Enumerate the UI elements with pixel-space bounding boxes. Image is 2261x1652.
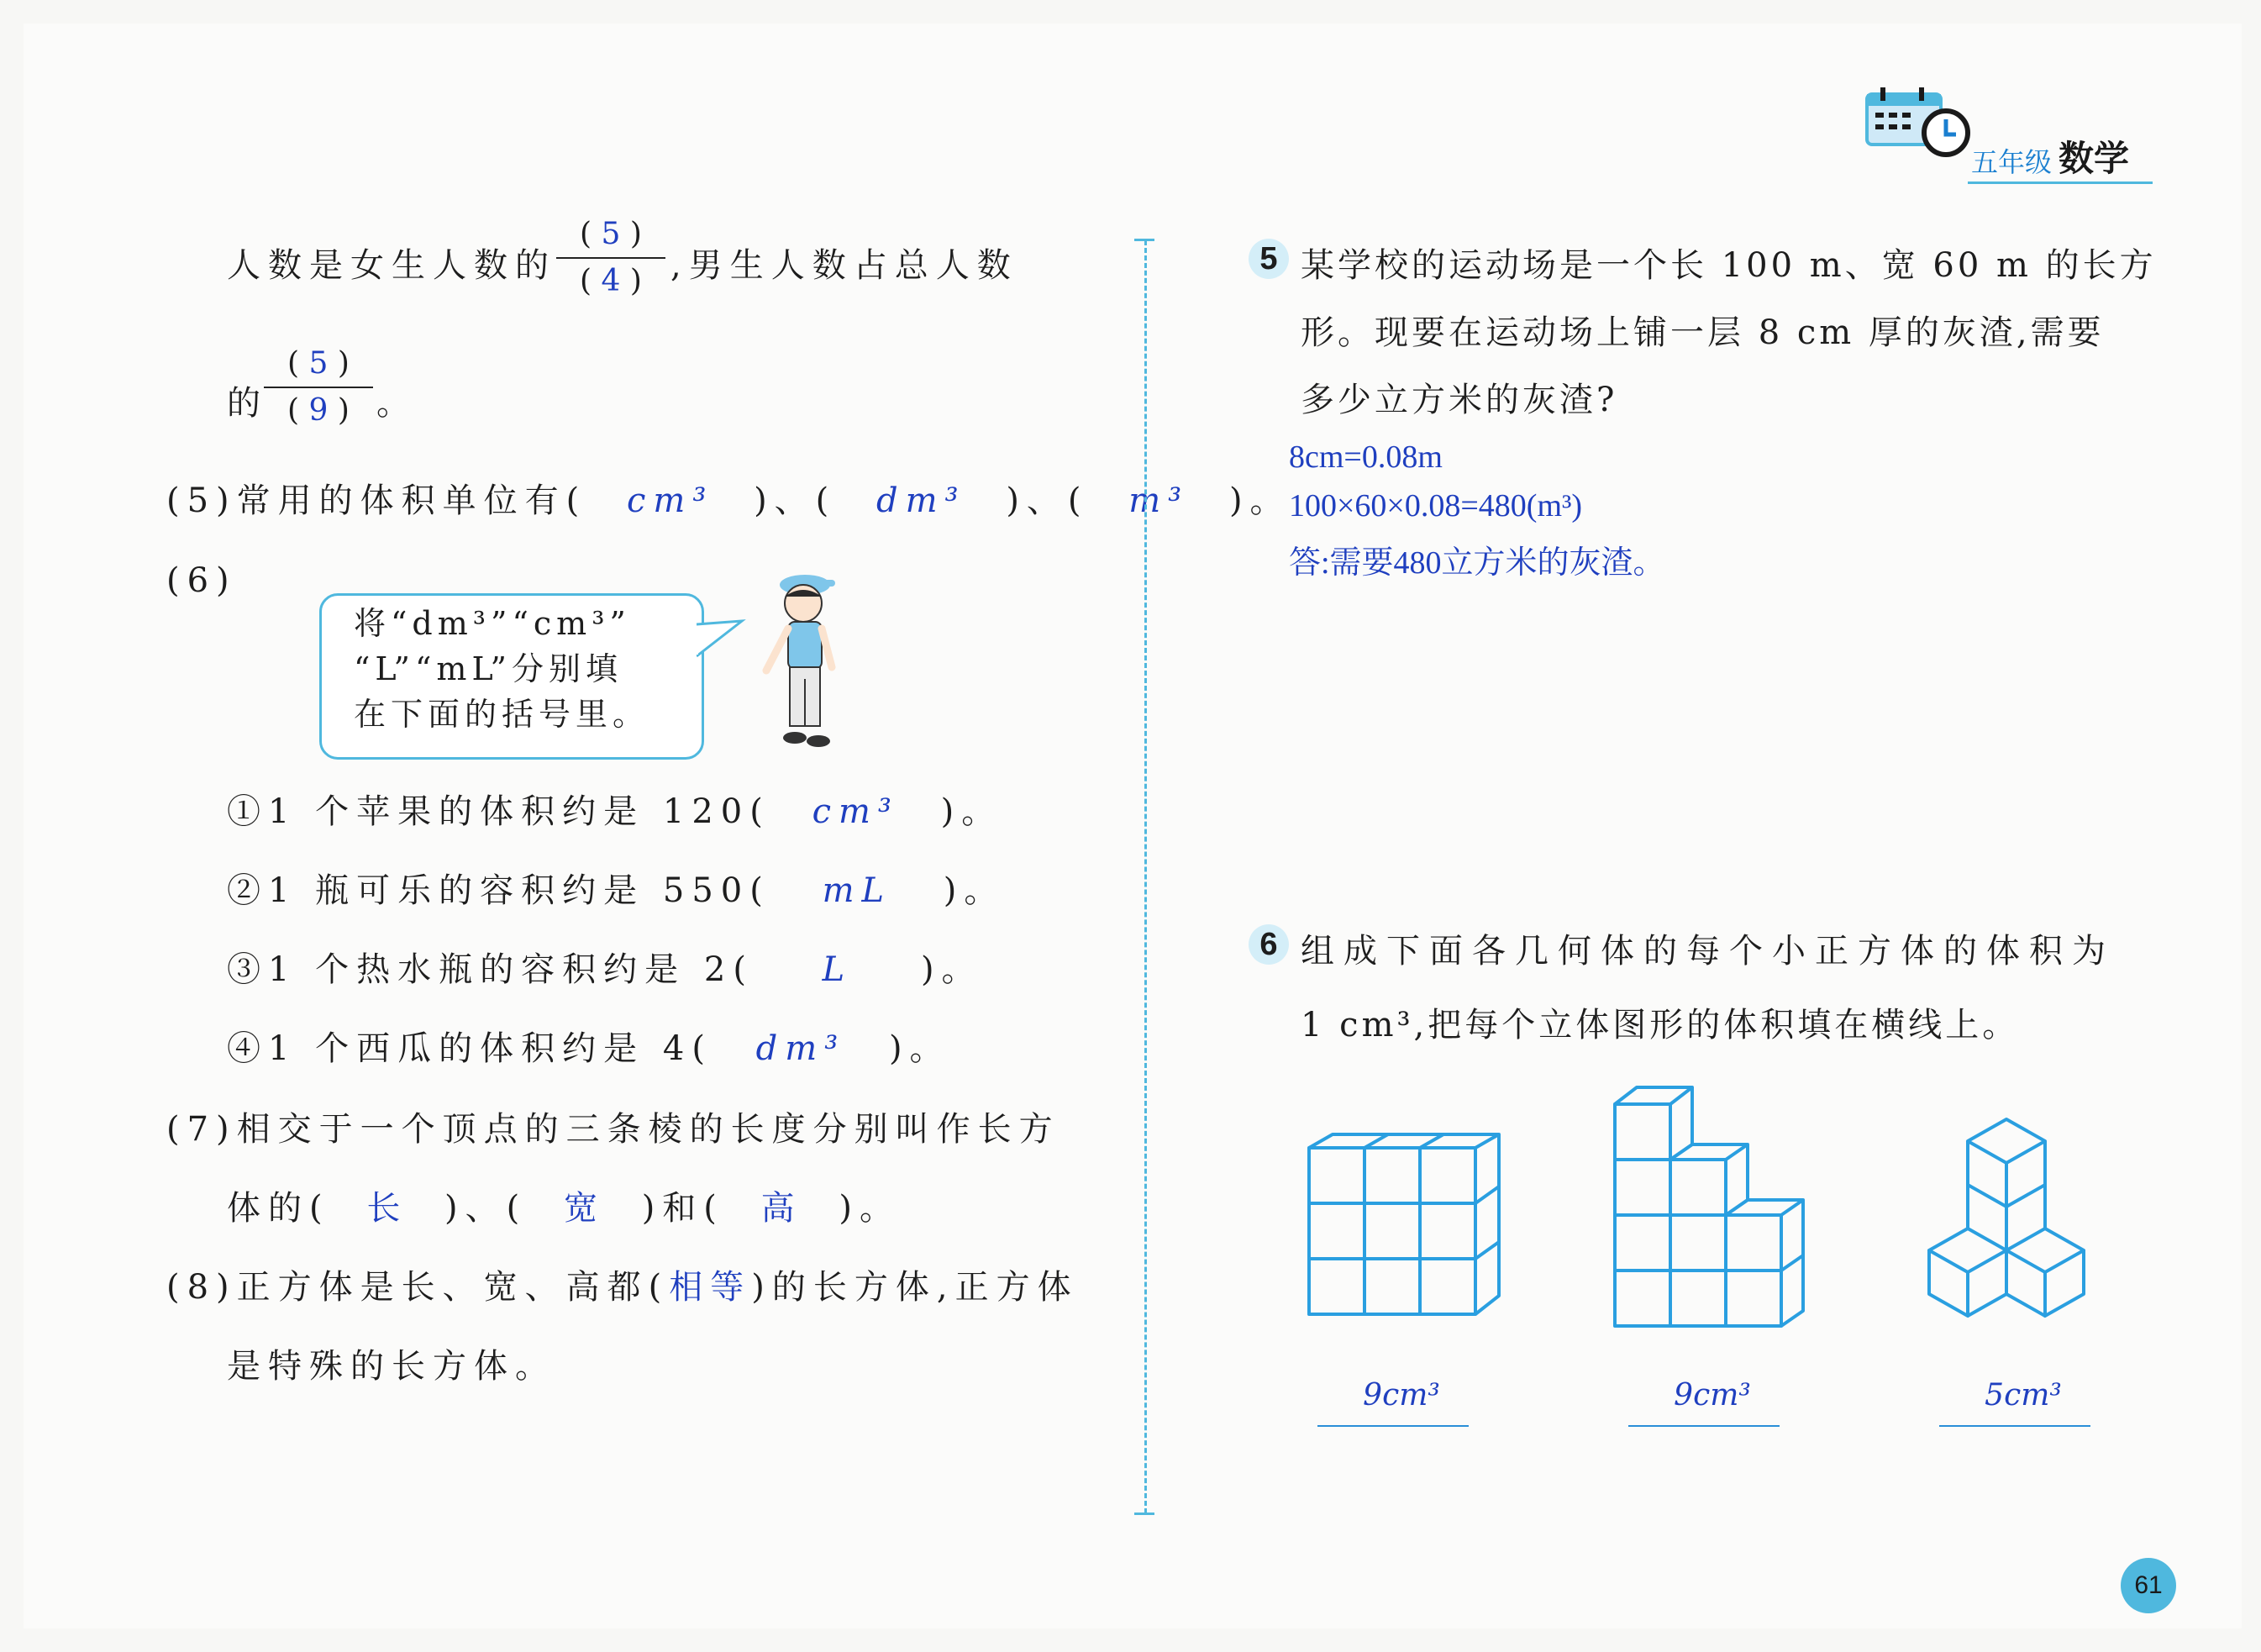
bubble-tail — [697, 619, 747, 670]
q7-ans3: 高 — [760, 1189, 802, 1228]
q4-frac2-num: 5 — [308, 346, 329, 381]
q4-line2-b: 。 — [376, 384, 418, 423]
volume-label: 5cm³ — [1985, 1378, 2062, 1413]
cube-figure-3 — [1914, 1107, 2099, 1326]
q5-line3: 多少立方米的灰渣? — [1301, 381, 1618, 419]
q4-line1-b: ,男生人数占总人数 — [670, 246, 1018, 285]
q8-line1-b: )的长方体,正方体 — [751, 1268, 1079, 1307]
volume-label: 9cm³ — [1674, 1378, 1751, 1413]
q5-solution-line2: 100×60×0.08=480(m³) — [1289, 488, 1583, 523]
speech-bubble — [319, 593, 704, 760]
q5-number-badge: 5 — [1249, 239, 1289, 279]
q4-line1-a: 人数是女生人数的 — [227, 246, 556, 285]
q6-item — [227, 1022, 951, 1070]
header-logo — [1864, 82, 2166, 178]
divider-cap-top — [1134, 239, 1154, 241]
q5-solution-line3: 答:需要480立方米的灰渣。 — [1289, 545, 1665, 581]
column-divider — [1144, 240, 1147, 1513]
q6-item-text: ①1 个苹果的体积约是 120( — [227, 792, 770, 831]
q7-end: )。 — [839, 1189, 901, 1228]
boy-illustration — [755, 570, 864, 763]
q6-item-ans: mL — [822, 871, 892, 910]
q6-item-text: ③1 个热水瓶的容积约是 2( — [227, 950, 754, 989]
q6-item-text: ②1 瓶可乐的容积约是 550( — [227, 871, 770, 910]
q5-line2: 形。现要在运动场上铺一层 8 cm 厚的灰渣,需要 — [1301, 313, 2105, 352]
bubble-line1: 将“dm³”“cm³” — [354, 605, 631, 642]
q4-fraction1: ( 5 ) ( 4 ) — [556, 213, 665, 303]
q6-item — [227, 785, 1002, 833]
q7-ans1: 长 — [366, 1189, 408, 1228]
q6-item-end: )。 — [943, 871, 1006, 910]
bubble-line2: “L”“mL”分别填 — [354, 650, 623, 687]
cube-figure-1 — [1284, 1116, 1502, 1318]
q6-label: (6) — [166, 561, 237, 600]
q7-line2 — [227, 1181, 901, 1229]
q6-item-ans: dm³ — [755, 1029, 846, 1068]
q4-line2-a: 的 — [227, 384, 268, 423]
q6-item-end: )。 — [940, 792, 1003, 831]
q6-item — [227, 864, 1005, 912]
q7-line2-a: 体的( — [227, 1189, 330, 1228]
q6-item-end: )。 — [888, 1029, 951, 1068]
q8-line1 — [166, 1260, 1079, 1308]
q5-text: (5)常用的体积单位有( — [166, 481, 587, 520]
header-underline — [1968, 182, 2153, 184]
page-number: 61 — [2134, 1571, 2163, 1599]
q5-left — [166, 474, 1291, 522]
q5-sep2: )、( — [1006, 481, 1089, 520]
q7-sep1: )、( — [444, 1189, 528, 1228]
bubble-line3: 在下面的括号里。 — [354, 696, 650, 733]
header-grade: 五年级 — [1971, 147, 2053, 177]
q5-ans2: dm³ — [876, 481, 966, 520]
q5-solution-line1: 8cm=0.08m — [1289, 439, 1443, 475]
q6-item-text: ④1 个西瓜的体积约是 4( — [227, 1029, 712, 1068]
page-number-badge — [2121, 1558, 2176, 1613]
q4-frac1-den: 4 — [601, 264, 621, 298]
q8-ans: 相等 — [669, 1268, 752, 1307]
q7-ans2: 宽 — [563, 1189, 605, 1228]
answer-underline — [1628, 1425, 1780, 1427]
q8-line2: 是特殊的长方体。 — [227, 1347, 556, 1386]
answer-underline — [1939, 1425, 2090, 1427]
q5-ans1: cm³ — [626, 481, 714, 520]
q6-item — [227, 943, 983, 991]
q6-line1: 组成下面各几何体的每个小正方体的体积为 — [1301, 932, 2115, 971]
q4-frac2-den: 9 — [308, 393, 329, 428]
q6-number-badge: 6 — [1249, 924, 1289, 965]
q6-item-ans: cm³ — [812, 792, 899, 831]
q4-frac1-num: 5 — [601, 217, 621, 251]
q5-end: )。 — [1228, 481, 1291, 520]
cube-figure-2 — [1603, 1074, 1822, 1334]
q5-line1: 某学校的运动场是一个长 100 m、宽 60 m 的长方 — [1301, 246, 2157, 285]
q8-line1-a: (8)正方体是长、宽、高都( — [166, 1268, 670, 1307]
q6-line2: 1 cm³,把每个立体图形的体积填在横线上。 — [1301, 1006, 2020, 1044]
q5-sep1: )、( — [754, 481, 837, 520]
divider-cap-bottom — [1134, 1513, 1154, 1515]
q5-ans3: m³ — [1128, 481, 1190, 520]
q7-line1: (7)相交于一个顶点的三条棱的长度分别叫作长方 — [166, 1110, 1060, 1149]
answer-underline — [1317, 1425, 1469, 1427]
q6-item-ans: L — [822, 950, 853, 989]
q7-sep2: )和( — [641, 1189, 724, 1228]
q4-fraction2: ( 5 ) ( 9 ) — [264, 343, 373, 432]
page — [24, 24, 2242, 1628]
header-subject: 数学 — [2059, 139, 2130, 178]
volume-label: 9cm³ — [1363, 1378, 1440, 1413]
q6-item-end: )。 — [920, 950, 983, 989]
calendar-clock-icon — [1864, 82, 1981, 158]
